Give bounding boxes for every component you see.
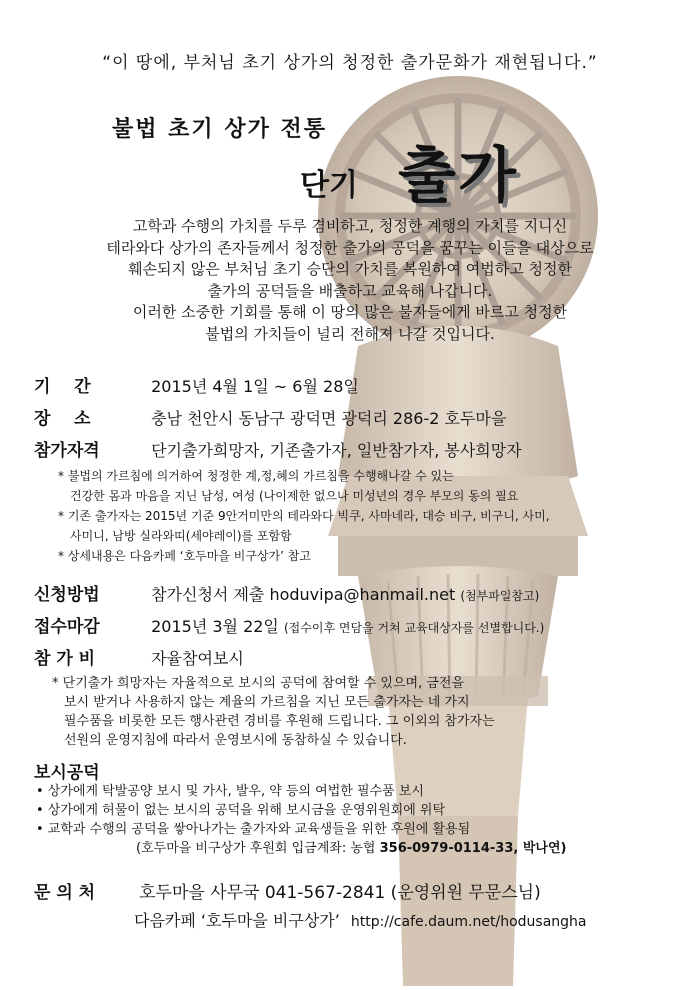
place-row: [34, 404, 506, 429]
application-label: 신청방법: [34, 585, 100, 605]
fee-label: 참 가 비: [34, 649, 96, 669]
cafe-name: 다음카페 ‘호두마을 비구상가’: [134, 911, 340, 930]
qualification-value: 단기출가희망자, 기존출가자, 일반참가자, 봉사희망자: [151, 441, 522, 460]
contact-cafe-row: [134, 908, 586, 931]
place-label: 장 소: [34, 409, 91, 429]
note-line: 보시 받거나 사용하지 않는 계율의 가르침을 지닌 모든 출가자는 네 가지: [64, 695, 470, 710]
contact-line1: 호두마을 사무국 041-567-2841 (운영위원 무문스님): [139, 883, 541, 903]
donation-heading: 보시공덕: [34, 763, 100, 783]
intro-paragraph: [0, 216, 700, 345]
donation-list: [36, 782, 566, 858]
intro-line: 출가의 공덕들을 배출하고 교육해 나갑니다.: [207, 281, 493, 300]
note-line: 선원의 운영지침에 따라서 운영보시에 동참하실 수 있습니다.: [64, 733, 407, 748]
application-note: (첨부파일참고): [460, 589, 540, 603]
note-line: * 불법의 가르침에 의거하여 청정한 계,정,혜의 가르침을 수행해나갈 수 있는: [58, 469, 454, 483]
contact-row: [34, 878, 541, 903]
header-quote: “이 땅에, 부처님 초기 상가의 청정한 출가문화가 재현됩니다.”: [102, 53, 598, 73]
fee-row: [34, 644, 244, 669]
cafe-url-link[interactable]: http://cafe.daum.net/hodusangha: [350, 914, 587, 930]
note-line: 필수품을 비롯한 모든 행사관련 경비를 후원해 드립니다. 그 이외의 참가자는: [64, 714, 495, 729]
intro-line: 불법의 가치들이 널리 전해져 나갈 것입니다.: [205, 324, 495, 343]
deadline-label: 접수마감: [34, 617, 100, 637]
list-item: • 상가에게 허물이 없는 보시의 공덕을 위해 보시금을 운영위원회에 위탁: [36, 803, 446, 818]
note-line: * 단기출가 희망자는 자율적으로 보시의 공덕에 참여할 수 있으며, 금전을: [52, 676, 465, 691]
subtitle: 불법 초기 상가 전통: [112, 117, 327, 142]
intro-line: 훼손되지 않은 부처님 초기 승단의 가치를 복원하여 여법하고 청정한: [128, 260, 572, 278]
period-row: [34, 372, 359, 397]
intro-line: 테라와다 상가의 존자들께서 청정한 출가의 공덕을 꿈꾸는 이들을 대상으로: [106, 238, 594, 257]
intro-line: 고학과 수행의 가치를 두루 겸비하고, 청정한 계행의 가치를 지니신: [132, 217, 568, 235]
list-item: • 교학과 수행의 공덕을 쌓아나가는 출가자와 교육생들을 위한 후원에 활용됨: [36, 822, 471, 837]
contact-label: 문 의 처: [34, 883, 96, 903]
intro-line: 이러한 소중한 기회를 통해 이 땅의 많은 불자들에게 바르고 청정한: [132, 303, 568, 321]
fee-value: 자율참여보시: [151, 649, 244, 668]
donation-account: [36, 839, 566, 858]
period-value: 2015년 4월 1일 ~ 6월 28일: [151, 377, 359, 396]
deadline-note: (접수이후 면담을 거쳐 교육대상자를 선별합니다.): [284, 621, 545, 635]
application-row: [34, 580, 539, 605]
deadline-value: 2015년 3월 22일: [151, 617, 279, 636]
deadline-row: [34, 612, 544, 637]
title-prefix: 단기: [300, 168, 358, 203]
application-value[interactable]: 참가신청서 제출 hoduvipa@hanmail.net: [151, 585, 456, 604]
qualification-label: 참가자격: [34, 441, 100, 461]
note-line: * 상세내용은 다음카페 ‘호두마을 비구상가’ 참고: [58, 549, 311, 563]
place-value: 충남 천안시 동남구 광덕면 광덕리 286-2 호두마을: [151, 409, 507, 428]
donation-heading-row: [34, 758, 100, 783]
list-item: • 상가에게 탁발공양 보시 및 가사, 발우, 약 등의 여법한 필수품 보시: [36, 784, 424, 799]
account-prefix: (호두마을 비구상가 후원회 입금계좌: 농협: [136, 841, 380, 856]
note-line: * 기존 출가자는 2015년 기준 9안거미만의 테라와다 빅쿠, 사마네라, 대승 비구, 비구니, 사미,: [58, 509, 550, 523]
note-line: 사미니, 남방 실라와띠(세야레이)를 포함함: [70, 529, 292, 543]
account-number: 356-0979-0114-33, 박나연): [379, 841, 567, 856]
page-title: 출가: [398, 141, 518, 211]
period-label: 기 간: [34, 377, 91, 397]
fee-notes: [52, 674, 495, 750]
qualification-notes: [58, 466, 550, 566]
note-line: 건강한 몸과 마음을 지닌 남성, 여성 (나이제한 없으나 미성년의 경우 부모의 동의 필요: [70, 489, 519, 503]
qualification-row: [34, 436, 522, 461]
